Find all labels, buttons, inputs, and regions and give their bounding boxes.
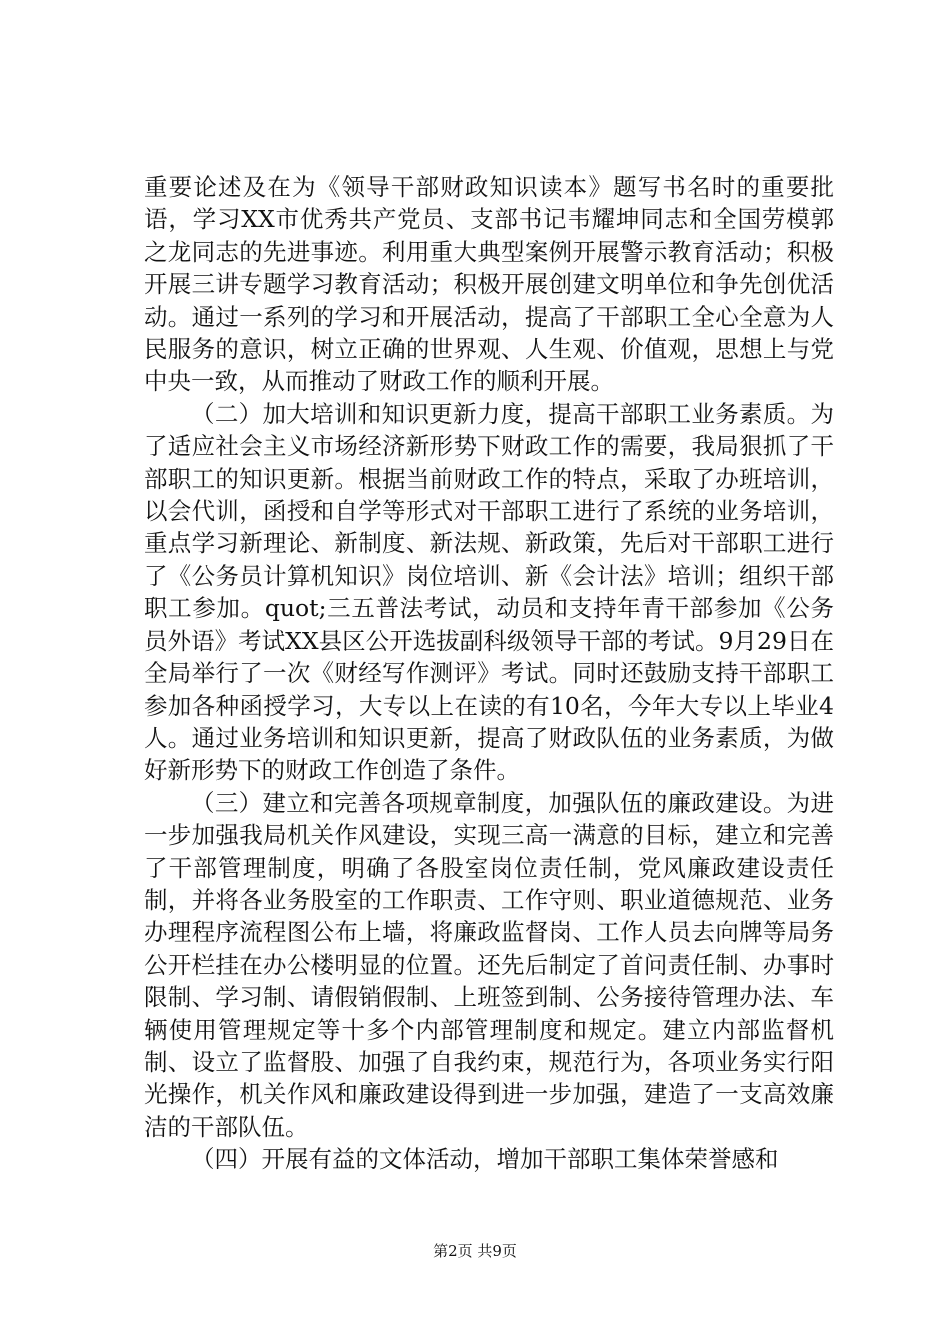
page-number-footer: 第2页 共9页 — [433, 1242, 517, 1260]
paragraph-section-three: （三）建立和完善各项规章制度，加强队伍的廉政建设。为进一步加强我局机关作风建设，实现三高一满意的目标，建立和完善了干部管理制度，明确了各股室岗位责任制，党风廉政建设责任制，并将各业务股室的工作职责、工作守则、职业道德规范、业务办理程序流程图公布上墙，将廉政监督岗、工作人员去向牌等局务公开栏挂在办公楼明显的位置。还先后制定了首问责任制、办事时限制、学习制、请假销假制、上班签到制、公务接待管理办法、车辆使用管理规定等十多个内部管理制度和规定。建立内部监督机制、设立了监督股、加强了自我约束，规范行为，各项业务实行阳光操作，机关作风和廉政建设得到进一步加强，建造了一支高效廉洁的干部队伍。 — [144, 788, 834, 1141]
paragraph-section-two: （二）加大培训和知识更新力度，提高干部职工业务素质。为了适应社会主义市场经济新形势下财政工作的需要，我局狠抓了干部职工的知识更新。根据当前财政工作的特点，采取了办班培训，以会代训，函授和自学等形式对干部职工进行了系统的业务培训，重点学习新理论、新制度、新法规、新政策，先后对干部职工进行了《公务员计算机知识》岗位培训、新《会计法》培训；组织干部职工参加。quot;三五普法考试，动员和支持年青干部参加《公务员外语》考试XX县区公开选拔副科级领导干部的考试。9月29日在全局举行了一次《财经写作测评》考试。同时还鼓励支持干部职工参加各种函授学习，大专以上在读的有10名，今年大专以上毕业4人。通过业务培训和知识更新，提高了财政队伍的业务素质，为做好新形势下的财政工作创造了条件。 — [144, 399, 834, 785]
paragraph-continuation: 重要论述及在为《领导干部财政知识读本》题写书名时的重要批语，学习XX市优秀共产党员、支部书记韦耀坤同志和全国劳模郭之龙同志的先进事迹。利用重大典型案例开展警示教育活动；积极开展三讲专题学习教育活动；积极开展创建文明单位和争先创优活动。通过一系列的学习和开展活动，提高了干部职工全心全意为人民服务的意识，树立正确的世界观、人生观、价值观，思想上与党中央一致，从而推动了财政工作的顺利开展。 — [144, 173, 834, 396]
paragraph-section-four: （四）开展有益的文体活动，增加干部职工集体荣誉感和 — [191, 1145, 779, 1174]
document-body — [144, 171, 834, 1176]
